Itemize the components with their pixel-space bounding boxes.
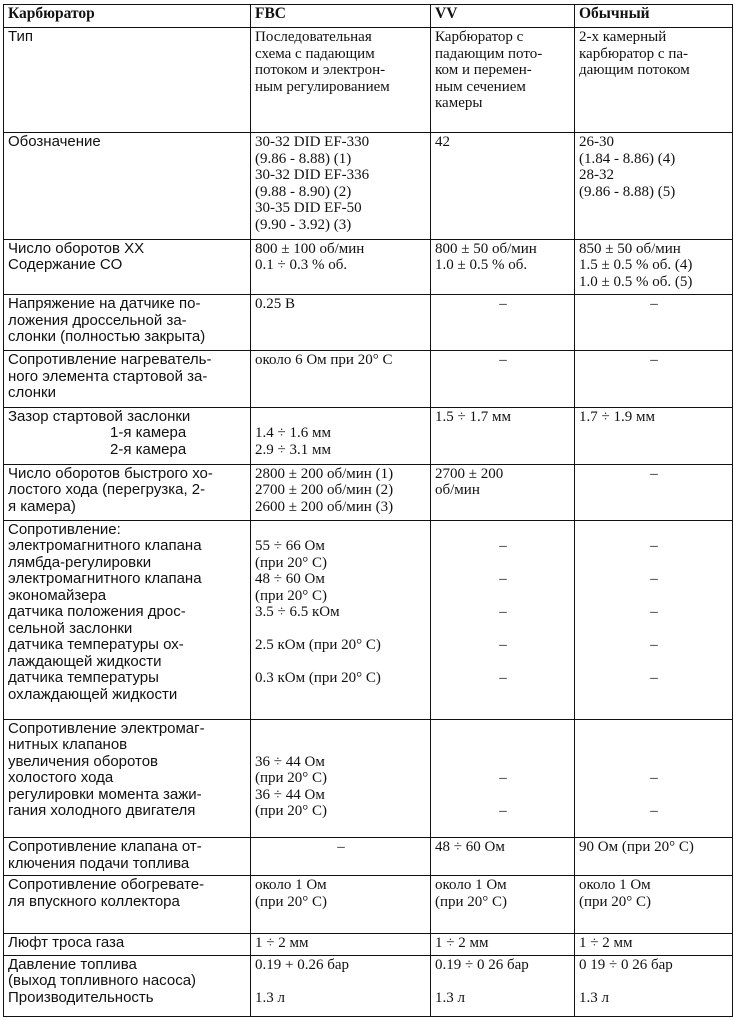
value-text: (при 20° С)	[579, 893, 652, 910]
value-text: 36 ÷ 44 Ом	[255, 753, 325, 770]
param-cell	[4, 933, 251, 955]
param-text: Сопротивление обогревате-	[8, 876, 205, 894]
param-cell	[4, 28, 251, 133]
vv-cell	[431, 133, 575, 239]
table-row	[4, 351, 733, 407]
vv-cell	[431, 719, 575, 837]
vv-cell	[431, 28, 575, 133]
value-text: (при 20° С)	[255, 554, 328, 571]
header-carburetor: Карбюратор	[4, 5, 251, 28]
param-text: ного элемента стартовой за-	[8, 367, 208, 385]
dash-value: –	[499, 670, 507, 687]
blank-line	[255, 654, 427, 671]
param-text: Зазор стартовой заслонки	[8, 407, 191, 425]
blank-line	[435, 588, 571, 605]
param-text: Число оборотов XX	[8, 239, 145, 257]
fbc-cell	[251, 838, 431, 876]
fbc-cell	[251, 933, 431, 955]
table-row	[4, 955, 733, 1016]
table-row	[4, 28, 733, 133]
value-text: 36 ÷ 44 Ом	[255, 786, 325, 803]
dash-value: –	[499, 803, 507, 820]
blank-line	[579, 787, 729, 804]
param-text: Сопротивление:	[8, 520, 121, 538]
param-cell	[4, 876, 251, 933]
regular-cell	[575, 351, 733, 407]
regular-cell	[575, 407, 733, 464]
fbc-cell	[251, 876, 431, 933]
regular-cell	[575, 955, 733, 1016]
table-row	[4, 133, 733, 239]
value-text: об/мин	[435, 482, 480, 499]
fbc-cell	[251, 295, 431, 351]
value-text: 800 ± 50 об/мин	[435, 240, 537, 257]
blank-line	[435, 687, 571, 704]
value-text: 1.3 л	[579, 989, 609, 1006]
param-text: датчика температуры ох-	[8, 636, 184, 654]
blank-line	[255, 522, 427, 539]
param-text: Содержание CO	[8, 256, 123, 274]
vv-cell	[431, 838, 575, 876]
value-text: около 1 Ом	[255, 877, 327, 894]
value-text: 1 ÷ 2 мм	[579, 934, 633, 951]
dash-value: –	[337, 839, 345, 856]
fbc-cell	[251, 955, 431, 1016]
value-text: 1 ÷ 2 мм	[255, 934, 309, 951]
value-text: (9.90 - 3.92) (3)	[255, 216, 352, 233]
dash-value: –	[650, 770, 658, 787]
param-cell	[4, 407, 251, 464]
regular-cell	[575, 838, 733, 876]
dash-value: –	[499, 637, 507, 654]
value-text: 2.9 ÷ 3.1 мм	[255, 441, 331, 458]
param-text: 2-я камера	[110, 440, 187, 458]
value-text: (1.84 - 8.86) (4)	[579, 150, 676, 167]
value-text: 2800 ± 200 об/мин (1)	[255, 465, 394, 482]
value-text: 2600 ± 200 об/мин (3)	[255, 498, 394, 515]
blank-line	[435, 737, 571, 754]
regular-cell	[575, 933, 733, 955]
param-text: 1-я камера	[110, 424, 187, 441]
blank-line	[435, 754, 571, 771]
value-text: 1.4 ÷ 1.6 мм	[255, 425, 331, 441]
value-text: 30-35 DID EF-50	[255, 200, 362, 217]
blank-line	[435, 721, 571, 738]
param-cell	[4, 955, 251, 1016]
param-text: охлаждающей жидкости	[8, 685, 178, 703]
vv-cell	[431, 351, 575, 407]
blank-line	[255, 409, 427, 426]
param-text: лямбда-регулировки	[8, 553, 152, 571]
value-text: 850 ± 50 об/мин	[579, 240, 681, 257]
regular-cell	[575, 28, 733, 133]
table-row	[4, 295, 733, 351]
fbc-cell	[251, 28, 431, 133]
param-text: Сопротивление электромаг-	[8, 719, 205, 737]
value-text: 1.5 ± 0.5 % об. (4)	[579, 257, 693, 274]
value-text: 2700 ± 200 об/мин (2)	[255, 482, 394, 499]
table-row	[4, 520, 733, 719]
value-text: 30-32 DID EF-336	[255, 167, 370, 184]
value-text: 0.19 ÷ 0 26 бар	[435, 956, 529, 973]
value-text: 800 ± 100 об/мин	[255, 240, 365, 257]
param-cell	[4, 520, 251, 719]
table-row	[4, 719, 733, 837]
value-text: 0 19 ÷ 0 26 бар	[579, 956, 673, 973]
param-text: электромагнитного клапана	[8, 537, 202, 555]
blank-line	[579, 737, 729, 754]
value-text: Карбюратор с	[435, 29, 524, 45]
value-text: 1.5 ÷ 1.7 мм	[435, 408, 511, 425]
fbc-cell	[251, 719, 431, 837]
blank-line	[255, 687, 427, 704]
dash-value: –	[499, 770, 507, 787]
value-text: карбюратор с па-	[579, 45, 689, 62]
param-cell	[4, 464, 251, 520]
vv-cell	[431, 933, 575, 955]
blank-line	[255, 973, 427, 990]
param-text: слонки	[8, 384, 56, 402]
table-row	[4, 933, 733, 955]
fbc-cell	[251, 351, 431, 407]
param-cell	[4, 719, 251, 837]
vv-cell	[431, 295, 575, 351]
regular-cell	[575, 464, 733, 520]
header-vv: VV	[431, 5, 575, 28]
value-text: (9.86 - 8.88) (1)	[255, 150, 352, 167]
table-row	[4, 407, 733, 464]
value-text: камеры	[435, 95, 483, 111]
value-text: 42	[435, 134, 450, 151]
blank-line	[255, 737, 427, 754]
regular-cell	[575, 133, 733, 239]
vv-cell	[431, 464, 575, 520]
blank-line	[579, 522, 729, 539]
value-text: 55 ÷ 66 Ом	[255, 538, 325, 555]
value-text: схема с падающим	[255, 45, 375, 62]
dash-value: –	[650, 803, 658, 820]
param-text: нитных клапанов	[8, 736, 128, 754]
param-cell	[4, 351, 251, 407]
blank-line	[579, 621, 729, 638]
param-text: Сопротивление нагреватель-	[8, 351, 212, 369]
blank-line	[435, 555, 571, 572]
param-text: сельной заслонки	[8, 619, 133, 637]
value-text: 0.25 В	[255, 296, 296, 313]
value-text: около 6 Ом при 20° С	[255, 352, 393, 369]
value-text: 48 ÷ 60 Ом	[435, 839, 505, 856]
dash-value: –	[499, 538, 507, 555]
dash-value: –	[499, 571, 507, 588]
param-cell	[4, 239, 251, 294]
param-text: Люфт троса газа	[8, 933, 125, 951]
param-text: Обозначение	[8, 133, 101, 151]
dash-value: –	[499, 604, 507, 621]
table-body	[4, 28, 733, 1017]
value-text: 48 ÷ 60 Ом	[255, 571, 325, 588]
dash-value: –	[650, 571, 658, 588]
vv-cell	[431, 955, 575, 1016]
value-text: 1.0 ± 0.5 % об.	[435, 257, 528, 274]
dash-value: –	[650, 465, 658, 482]
fbc-cell	[251, 133, 431, 239]
param-cell	[4, 838, 251, 876]
value-text: (при 20° С)	[255, 770, 328, 787]
blank-line	[255, 721, 427, 738]
dash-value: –	[650, 296, 658, 313]
fbc-cell	[251, 407, 431, 464]
blank-line	[579, 654, 729, 671]
value-text: 1.3 л	[255, 989, 285, 1006]
value-text: (при 20° С)	[255, 803, 328, 820]
value-text: 2.5 кОм (при 20° С)	[255, 637, 381, 654]
vv-cell	[431, 520, 575, 719]
regular-cell	[575, 719, 733, 837]
header-fbc: FBC	[251, 5, 431, 28]
param-text: Сопротивление клапана от-	[8, 838, 202, 856]
param-text: гания холодного двигателя	[8, 802, 196, 820]
param-text: экономайзера	[8, 586, 107, 604]
blank-line	[579, 973, 729, 990]
param-text: ключения подачи топлива	[8, 854, 190, 872]
blank-line	[435, 654, 571, 671]
dash-value: –	[499, 296, 507, 313]
param-text: Давление топлива	[8, 955, 137, 973]
regular-cell	[575, 295, 733, 351]
value-text: потоком и электрон-	[255, 62, 386, 78]
value-text: 90 Ом (при 20° С)	[579, 839, 694, 856]
param-text: лаждающей жидкости	[8, 652, 162, 670]
param-text: регулировки момента зажи-	[8, 785, 202, 803]
param-text: Тип	[8, 28, 34, 45]
value-text: 30-32 DID EF-330	[255, 134, 370, 151]
value-text: 0.1 ÷ 0.3 % об.	[255, 257, 348, 274]
regular-cell	[575, 876, 733, 933]
param-cell	[4, 133, 251, 239]
value-text: (при 20° С)	[255, 893, 328, 910]
dash-value: –	[499, 352, 507, 369]
param-text: электромагнитного клапана	[8, 570, 202, 588]
blank-line	[579, 588, 729, 605]
value-text: (при 20° С)	[255, 587, 328, 604]
blank-line	[435, 522, 571, 539]
blank-line	[435, 621, 571, 638]
blank-line	[435, 787, 571, 804]
value-text: около 1 Ом	[435, 877, 507, 894]
value-text: 1.7 ÷ 1.9 мм	[579, 408, 655, 425]
header-row	[4, 5, 733, 28]
vv-cell	[431, 876, 575, 933]
value-text: Последовательная	[255, 29, 372, 45]
value-text: 1 ÷ 2 мм	[435, 934, 489, 951]
table-row	[4, 239, 733, 294]
header-regular: Обычный	[575, 5, 733, 28]
param-text: я камера)	[8, 497, 76, 515]
fbc-cell	[251, 239, 431, 294]
table-row	[4, 876, 733, 933]
blank-line	[435, 973, 571, 990]
value-text: падающим пото-	[435, 45, 543, 62]
blank-line	[579, 687, 729, 704]
param-text: ля впускного коллектора	[8, 892, 180, 910]
param-text: ложения дроссельной за-	[8, 311, 187, 329]
param-text: холостого хода	[8, 769, 114, 787]
value-text: около 1 Ом	[579, 877, 651, 894]
value-text: 2-х камерный	[579, 29, 667, 45]
value-text: 3.5 ÷ 6.5 кОм	[255, 604, 340, 621]
param-cell	[4, 295, 251, 351]
fbc-cell	[251, 520, 431, 719]
param-text: слонки (полностью закрыта)	[8, 328, 206, 346]
table-row	[4, 838, 733, 876]
blank-line	[579, 754, 729, 771]
param-text: Производительность	[8, 988, 154, 1006]
value-text: (9.88 - 8.90) (2)	[255, 183, 352, 200]
value-text: 26-30	[579, 134, 614, 151]
param-text: увеличения оборотов	[8, 752, 159, 770]
value-text: 1.3 л	[435, 989, 465, 1006]
blank-line	[579, 721, 729, 738]
regular-cell	[575, 520, 733, 719]
fbc-cell	[251, 464, 431, 520]
param-text: датчика положения дрос-	[8, 603, 186, 621]
param-text: датчика температуры	[8, 669, 159, 687]
dash-value: –	[650, 670, 658, 687]
dash-value: –	[650, 352, 658, 369]
value-text: ным сечением	[435, 78, 526, 95]
dash-value: –	[650, 637, 658, 654]
dash-value: –	[650, 538, 658, 555]
blank-line	[255, 621, 427, 638]
value-text: ным регулированием	[255, 78, 390, 95]
value-text: 28-32	[579, 167, 614, 184]
value-text: 0.19 + 0.26 бар	[255, 956, 349, 973]
value-text: 1.0 ± 0.5 % об. (5)	[579, 273, 693, 290]
carburetor-spec-table	[3, 4, 733, 1017]
param-text: (выход топливного насоса)	[8, 972, 197, 990]
dash-value: –	[650, 604, 658, 621]
value-text: ком и перемен-	[435, 62, 532, 78]
value-text: (9.86 - 8.88) (5)	[579, 183, 676, 200]
param-text: лостого хода (перегрузка, 2-	[8, 481, 206, 499]
table-row	[4, 464, 733, 520]
vv-cell	[431, 239, 575, 294]
vv-cell	[431, 407, 575, 464]
value-text: (при 20° С)	[435, 893, 508, 910]
value-text: 2700 ± 200	[435, 465, 504, 482]
param-text: Напряжение на датчике по-	[8, 295, 201, 313]
blank-line	[579, 555, 729, 572]
value-text: дающим потоком	[579, 62, 690, 78]
param-text: Число оборотов быстрого хо-	[8, 464, 213, 482]
value-text: 0.3 кОм (при 20° С)	[255, 670, 381, 687]
regular-cell	[575, 239, 733, 294]
